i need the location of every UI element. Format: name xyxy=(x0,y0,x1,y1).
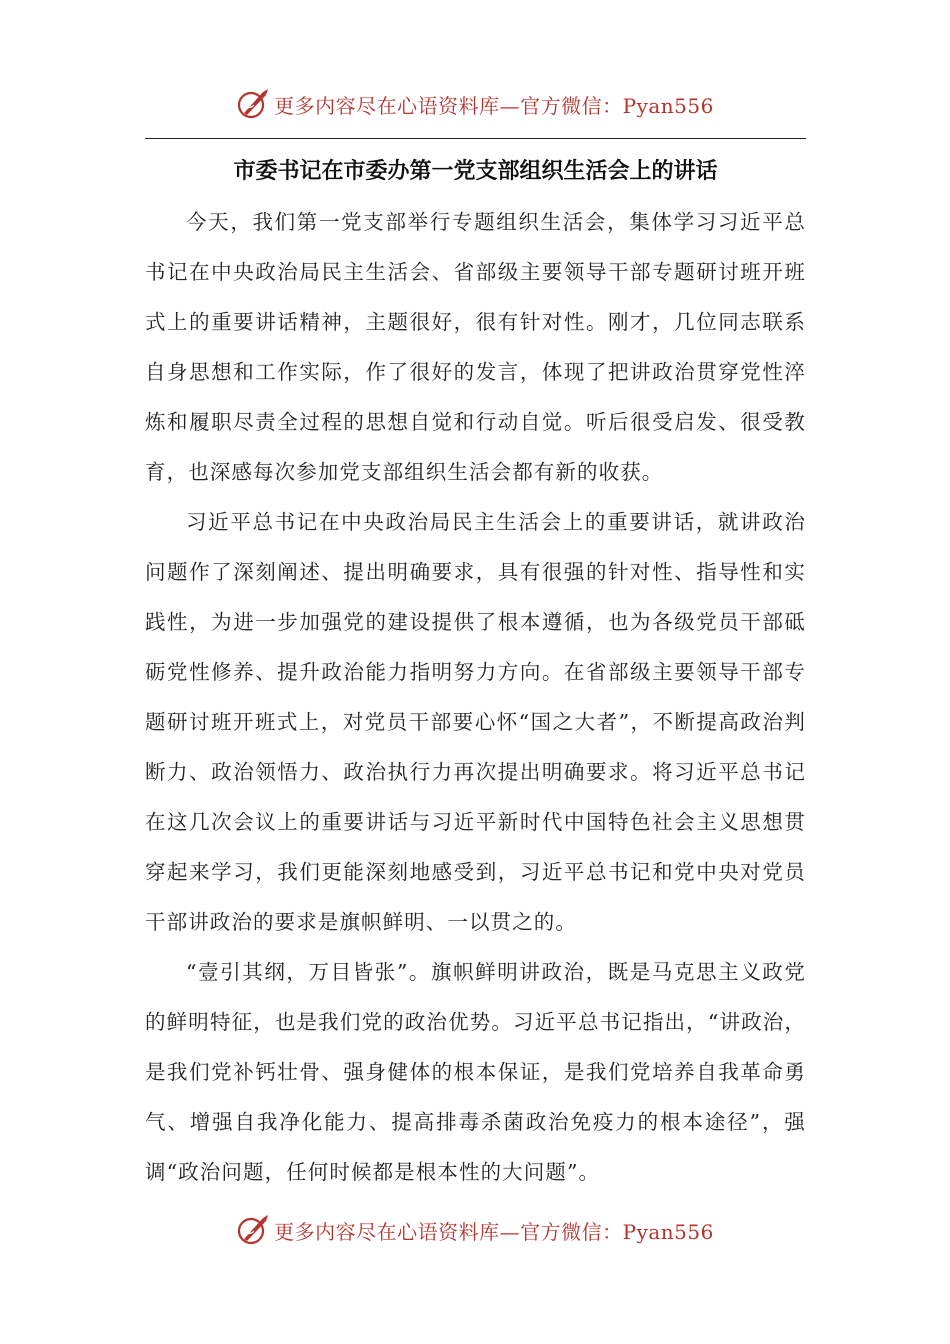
document-title: 市委书记在市委办第一党支部组织生活会上的讲话 xyxy=(233,159,718,184)
header-divider xyxy=(145,138,806,139)
document-body xyxy=(145,197,806,1197)
quill-pen-logo-icon xyxy=(236,87,270,121)
quill-pen-logo-icon xyxy=(236,1213,270,1247)
paragraph: 习近平总书记在中央政治局民主生活会上的重要讲话，就讲政治问题作了深刻阐述、提出明确要求，具有很强的针对性、指导性和实践性，为进一步加强党的建设提供了根本遵循，也为各级党员干部砥砺党性修养、提升政治能力指明努力方向。在省部级主要领导干部专题研讨班开班式上，对党员干部要心怀“国之大者”，不断提高政治判断力、政治领悟力、政治执行力再次提出明确要求。将习近平总书记在这几次会议上的重要讲话与习近平新时代中国特色社会主义思想贯穿起来学习，我们更能深刻地感受到，习近平总书记和党中央对党员干部讲政治的要求是旗帜鲜明、一以贯之的。 xyxy=(145,510,806,934)
paragraph: 今天，我们第一党支部举行专题组织生活会，集体学习习近平总书记在中央政治局民主生活会、省部级主要领导干部专题研讨班开班式上的重要讲话精神，主题很好，很有针对性。刚才，几位同志联系自身思想和工作实际，作了很好的发言，体现了把讲政治贯穿党性淬炼和履职尽责全过程的思想自觉和行动自觉。听后很受启发、很受教育，也深感每次参加党支部组织生活会都有新的收获。 xyxy=(145,210,806,484)
paragraph: “壹引其纲，万目皆张”。旗帜鲜明讲政治，既是马克思主义政党的鲜明特征，也是我们党的政治优势。习近平总书记指出，“讲政治，是我们党补钙壮骨、强身健体的根本保证，是我们党培养自我革命勇气、增强自我净化能力、提高排毒杀菌政治免疫力的根本途径”，强调“政治问题，任何时候都是根本性的大问题”。 xyxy=(145,960,806,1184)
footer-banner-text: 更多内容尽在心语资料库—官方微信：Pyan556 xyxy=(274,1219,714,1244)
header-banner-text: 更多内容尽在心语资料库—官方微信：Pyan556 xyxy=(274,93,714,118)
footer-banner xyxy=(0,1208,950,1252)
header-banner xyxy=(0,82,950,126)
